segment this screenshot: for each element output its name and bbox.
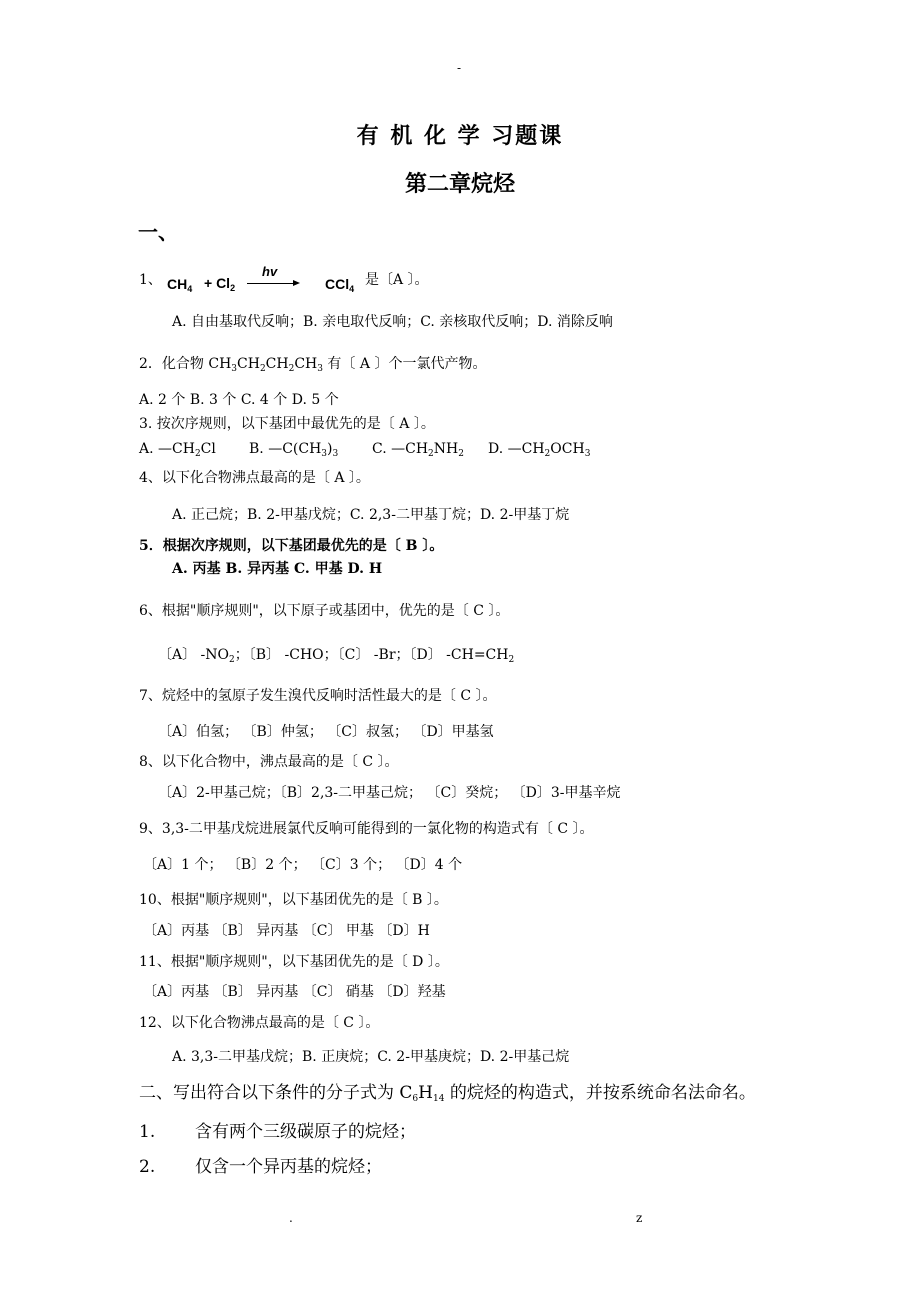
question-stem: 是〔A 〕。 — [365, 272, 429, 288]
question-options: A. 正己烷；B. 2-甲基戊烷；C. 2,3-二甲基丁烷；D. 2-甲基丁烷 — [172, 507, 570, 523]
item-number: 1. — [139, 1122, 156, 1142]
page-title: 有 机 化 学 习题课 — [356, 123, 564, 149]
question-stem: 4、以下化合物沸点最高的是〔 A 〕。 — [139, 470, 370, 486]
arrow-head — [293, 280, 300, 286]
reaction-arrow — [247, 283, 293, 284]
reactant-cl2: + $Cl_2$ — [204, 275, 236, 293]
question-stem: 11、根据"顺序规则"，以下基团优先的是〔 D 〕。 — [139, 954, 449, 970]
question-stem: 3. 按次序规则，以下基团中最优先的是〔 A 〕。 — [139, 416, 435, 432]
option-a: A. $—CH_2Cl$ — [139, 441, 216, 459]
question-number: 1、 — [139, 272, 162, 288]
question-options: A. 丙基 B. 异丙基 C. 甲基 D. H — [172, 561, 383, 577]
footer-left-mark: . — [289, 1211, 293, 1225]
question-stem: 2．化合物 $CH_3CH_2CH_2CH_3$ 有〔 A 〕个一氯代产物。 — [139, 356, 487, 374]
question-options: 〔A〕 $-NO_2$；〔B〕 -CHO；〔C〕 -Br；〔D〕 $-CH=CH_2$ — [158, 647, 515, 665]
option-d: D. $—CH_2OCH_3$ — [488, 441, 591, 459]
question-stem: 8、以下化合物中，沸点最高的是〔 C 〕。 — [139, 754, 399, 770]
question-options: A. 3,3-二甲基戊烷；B. 正庚烷；C. 2-甲基庚烷；D. 2-甲基己烷 — [172, 1049, 570, 1065]
header-mark: - — [457, 61, 462, 75]
product-ccl4: CCl$_4$ — [325, 276, 355, 294]
option-c: C. $—CH_2NH_2$ — [372, 441, 464, 459]
question-stem: 10、根据"顺序规则"，以下基团优先的是〔 B 〕。 — [139, 892, 448, 908]
option-b: B. $—C(CH_3)_3$ — [249, 441, 339, 459]
question-options: 〔A〕2-甲基己烷；〔B〕2,3-二甲基己烷； 〔C〕癸烷； 〔D〕3-甲基辛烷 — [158, 785, 621, 801]
section-one-label: 一、 — [138, 220, 178, 244]
question-options: A. 2 个 B. 3 个 C. 4 个 D. 5 个 — [139, 392, 339, 408]
reactant-ch4: $CH_4$ — [167, 276, 193, 294]
question-stem: 12、以下化合物沸点最高的是〔 C 〕。 — [139, 1015, 380, 1031]
section-two-heading: 二、写出符合以下条件的分子式为 $C_6H_{14}$ 的烷烃的构造式，并按系统命名法命名。 — [139, 1083, 756, 1104]
question-options: 〔A〕1 个； 〔B〕2 个； 〔C〕3 个； 〔D〕4 个 — [143, 857, 463, 873]
question-options: 〔A〕丙基 〔B〕 异丙基 〔C〕 甲基 〔D〕H — [143, 923, 430, 939]
question-options: A. 自由基取代反响；B. 亲电取代反响；C. 亲核取代反响；D. 消除反响 — [172, 314, 613, 330]
footer-right-mark: z — [636, 1211, 643, 1225]
item-number: 2. — [139, 1157, 156, 1177]
reaction-condition: hv — [262, 264, 278, 279]
question-options: 〔A〕伯氢； 〔B〕仲氢； 〔C〕叔氢； 〔D〕甲基氢 — [158, 724, 494, 740]
question-stem: 5．根据次序规则，以下基团最优先的是〔 B 〕。 — [139, 538, 444, 554]
question-stem: 9、3,3-二甲基戊烷进展氯代反响可能得到的一氯化物的构造式有〔 C 〕。 — [139, 821, 594, 837]
chapter-title: 第二章烷烃 — [404, 171, 515, 197]
question-stem: 7、烷烃中的氢原子发生溴代反响时活性最大的是〔 C 〕。 — [139, 688, 497, 704]
question-options: 〔A〕丙基 〔B〕 异丙基 〔C〕 硝基 〔D〕羟基 — [143, 984, 446, 1000]
question-stem: 6、根据"顺序规则"，以下原子或基团中，优先的是〔 C 〕。 — [139, 603, 510, 619]
item-text: 含有两个三级碳原子的烷烃； — [195, 1122, 416, 1142]
item-text: 仅含一个异丙基的烷烃； — [195, 1157, 382, 1177]
